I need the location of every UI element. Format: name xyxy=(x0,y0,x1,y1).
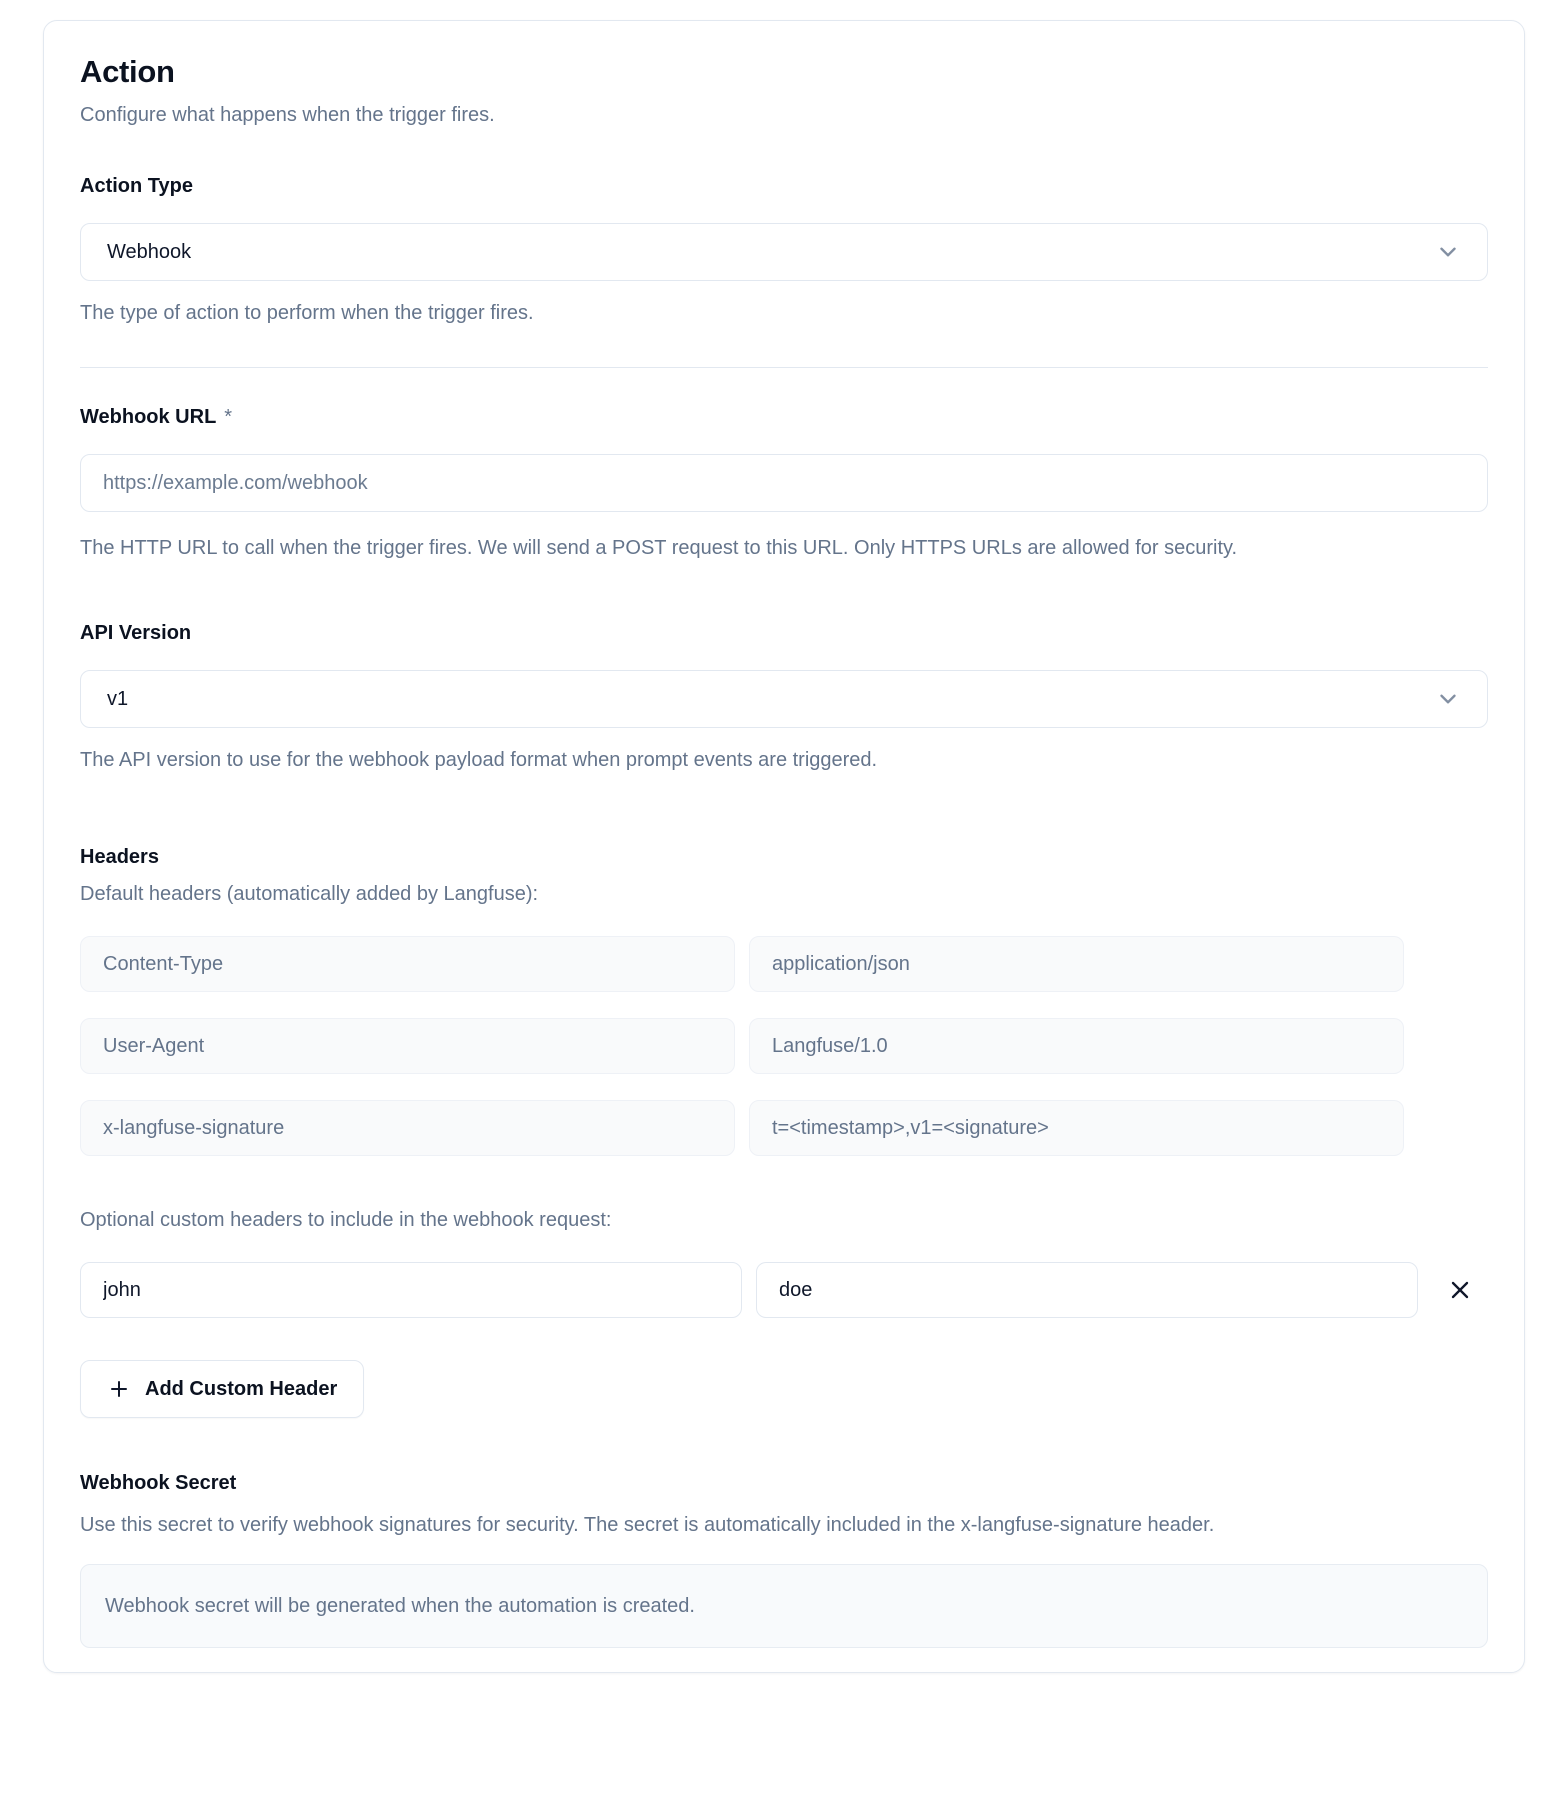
header-value-input xyxy=(749,936,1404,992)
close-icon xyxy=(1446,1276,1474,1304)
action-type-label: Action Type xyxy=(80,175,193,197)
default-header-row xyxy=(80,1100,1488,1156)
webhook-secret-note: Webhook secret will be generated when the automation is created. xyxy=(105,1594,695,1617)
remove-header-button[interactable] xyxy=(1432,1262,1488,1318)
default-header-row xyxy=(80,936,1488,992)
api-version-select[interactable] xyxy=(80,670,1488,728)
webhook-url-label xyxy=(80,404,1488,430)
header-key-input xyxy=(80,1100,735,1156)
plus-icon xyxy=(107,1377,131,1401)
webhook-url-help: The HTTP URL to call when the trigger fires. We will send a POST request to this URL. Only HTTPS URLs are allowed for security. xyxy=(80,537,1238,559)
webhook-secret-description: Use this secret to verify webhook signatures for security. The secret is automatically included in the x-langfuse-signature header. xyxy=(80,1514,1215,1536)
header-key-input xyxy=(80,936,735,992)
webhook-secret-placeholder-box xyxy=(80,1564,1488,1648)
action-type-select[interactable] xyxy=(80,223,1488,281)
custom-header-value-input[interactable] xyxy=(756,1262,1418,1318)
chevron-down-icon xyxy=(1435,239,1461,265)
webhook-secret-label: Webhook Secret xyxy=(80,1472,237,1494)
custom-header-row xyxy=(80,1262,1488,1318)
action-card xyxy=(43,20,1525,1673)
api-version-help: The API version to use for the webhook payload format when prompt events are triggered. xyxy=(80,749,878,771)
webhook-url-label-text: Webhook URL xyxy=(80,406,217,428)
custom-headers-caption: Optional custom headers to include in the webhook request: xyxy=(80,1209,612,1231)
headers-label: Headers xyxy=(80,846,159,868)
add-custom-header-button[interactable] xyxy=(80,1360,364,1418)
header-key-input xyxy=(80,1018,735,1074)
page-subtitle: Configure what happens when the trigger fires. xyxy=(80,104,495,126)
api-version-value: v1 xyxy=(107,687,129,710)
header-value-input xyxy=(749,1018,1404,1074)
custom-header-key-input[interactable] xyxy=(80,1262,742,1318)
required-marker: * xyxy=(224,406,233,428)
action-type-value: Webhook xyxy=(107,240,192,263)
add-custom-header-label: Add Custom Header xyxy=(145,1377,338,1400)
section-divider xyxy=(80,367,1488,368)
chevron-down-icon xyxy=(1435,686,1461,712)
action-type-help: The type of action to perform when the trigger fires. xyxy=(80,302,534,324)
default-headers-caption: Default headers (automatically added by Langfuse): xyxy=(80,883,539,905)
default-header-row xyxy=(80,1018,1488,1074)
header-value-input xyxy=(749,1100,1404,1156)
api-version-label: API Version xyxy=(80,622,192,644)
webhook-url-input[interactable] xyxy=(80,454,1488,512)
page-title: Action xyxy=(80,54,175,89)
